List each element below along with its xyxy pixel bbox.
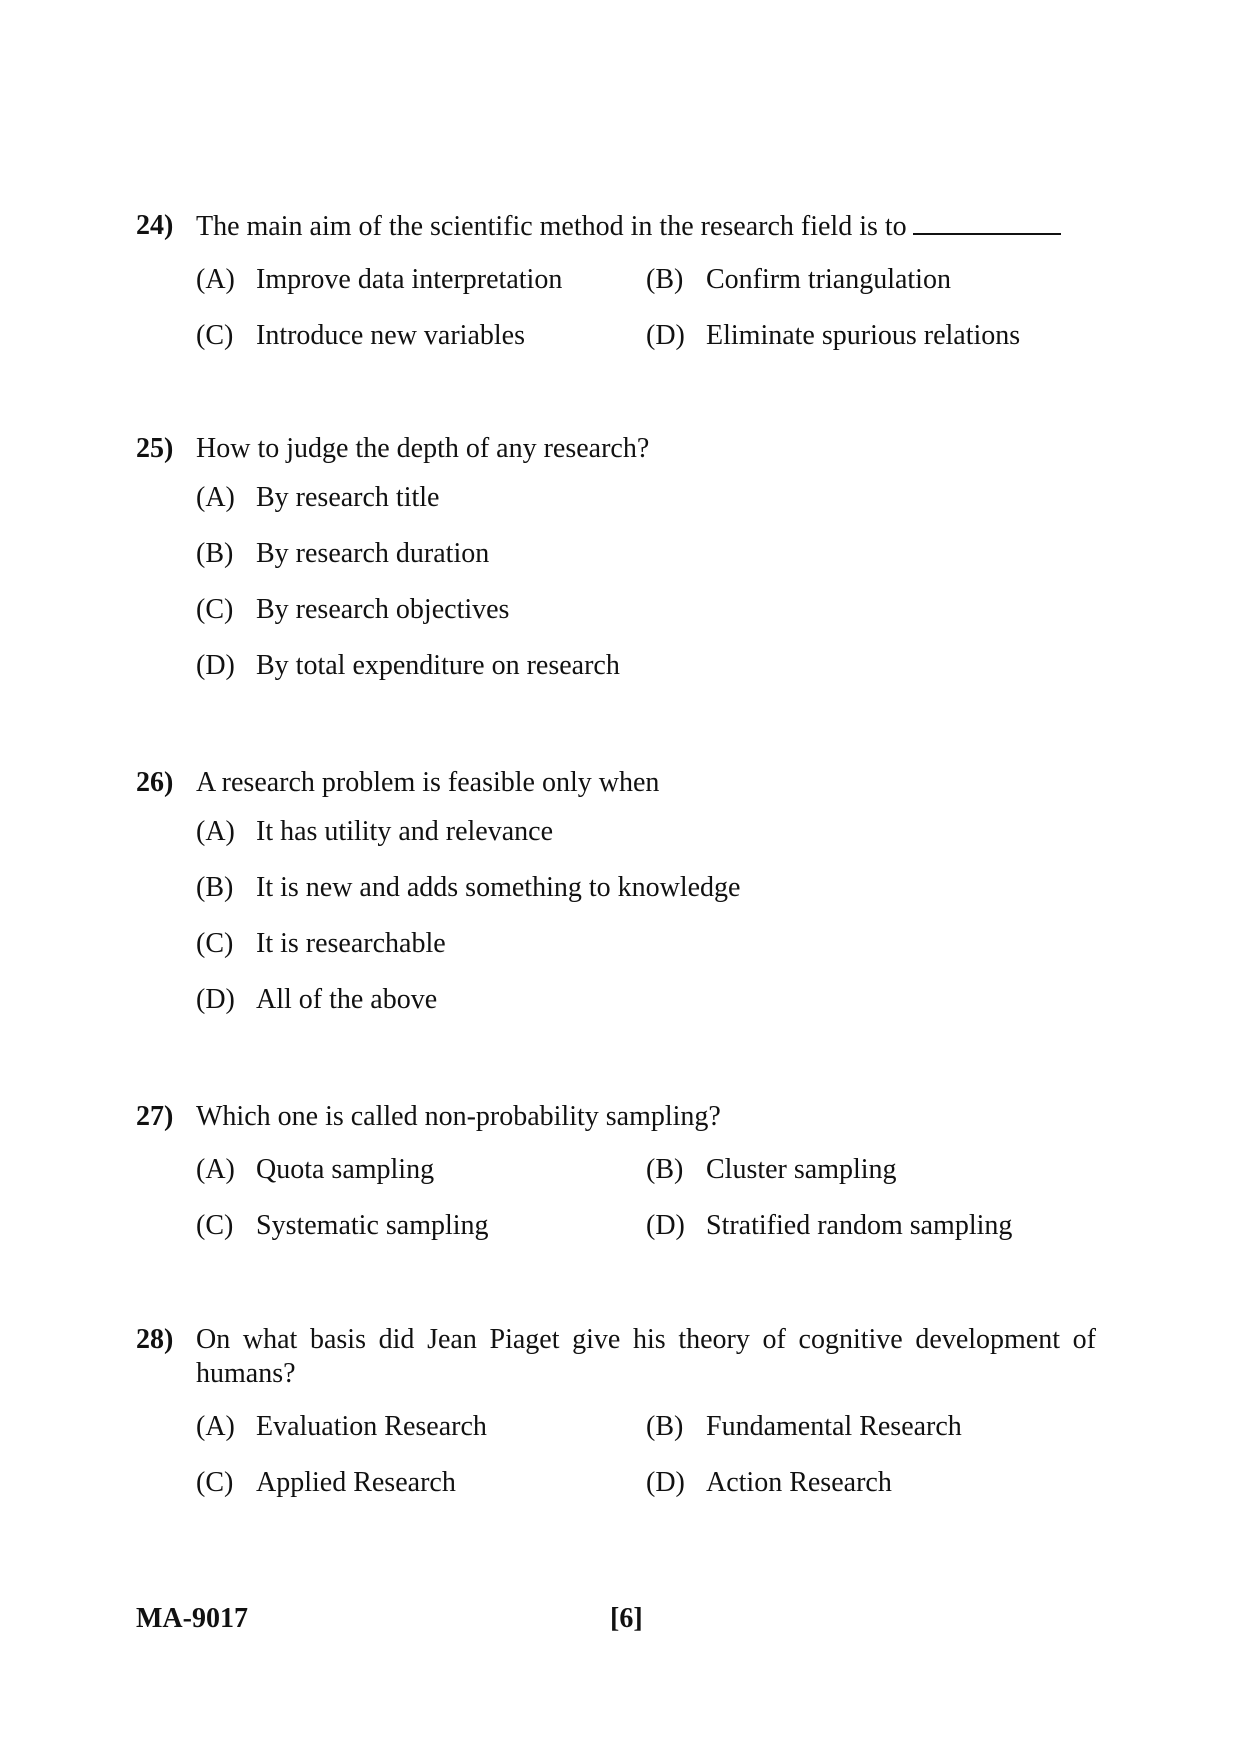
question-number: 28) (136, 1324, 174, 1355)
option-a: (A) Evaluation Research (196, 1411, 487, 1442)
question-25 (136, 432, 1096, 694)
option-c: (C) By research objectives (196, 594, 510, 625)
question-number: 24) (136, 210, 174, 241)
option-b: (B) Fundamental Research (646, 1411, 962, 1442)
question-number: 26) (136, 767, 174, 798)
option-d: (D) Stratified random sampling (646, 1210, 1013, 1241)
option-a: (A) Quota sampling (196, 1154, 435, 1185)
option-a: (A) By research title (196, 482, 440, 513)
question-text: The main aim of the scientific method in the research field is to (196, 211, 907, 242)
question-number: 27) (136, 1101, 174, 1132)
option-c: (C) Systematic sampling (196, 1210, 489, 1241)
question-text: On what basis did Jean Piaget give his theory of cognitive development of humans? (196, 1324, 1096, 1389)
question-text: Which one is called non-probability sampling? (196, 1101, 721, 1132)
option-b: (B) It is new and adds something to knowledge (196, 872, 741, 903)
option-a: (A) It has utility and relevance (196, 816, 553, 847)
option-d: (D) Action Research (646, 1467, 892, 1498)
question-text: A research problem is feasible only when (196, 767, 660, 798)
question-text: How to judge the depth of any research? (196, 433, 650, 464)
question-26 (136, 766, 1096, 1028)
option-c: (C) Introduce new variables (196, 320, 525, 351)
option-a: (A) Improve data interpretation (196, 264, 563, 295)
question-27 (136, 1100, 1096, 1254)
option-b: (B) Confirm triangulation (646, 264, 951, 295)
page-number: [6] (610, 1603, 643, 1634)
option-d: (D) Eliminate spurious relations (646, 320, 1021, 351)
option-d: (D) All of the above (196, 984, 438, 1015)
paper-code: MA-9017 (136, 1603, 248, 1634)
question-number: 25) (136, 433, 174, 464)
question-28 (136, 1323, 1096, 1511)
option-c: (C) Applied Research (196, 1467, 456, 1498)
option-b: (B) Cluster sampling (646, 1154, 897, 1185)
option-c: (C) It is researchable (196, 928, 446, 959)
option-d: (D) By total expenditure on research (196, 650, 620, 681)
option-b: (B) By research duration (196, 538, 490, 569)
answer-blank (913, 209, 1061, 235)
question-24 (136, 209, 1096, 364)
